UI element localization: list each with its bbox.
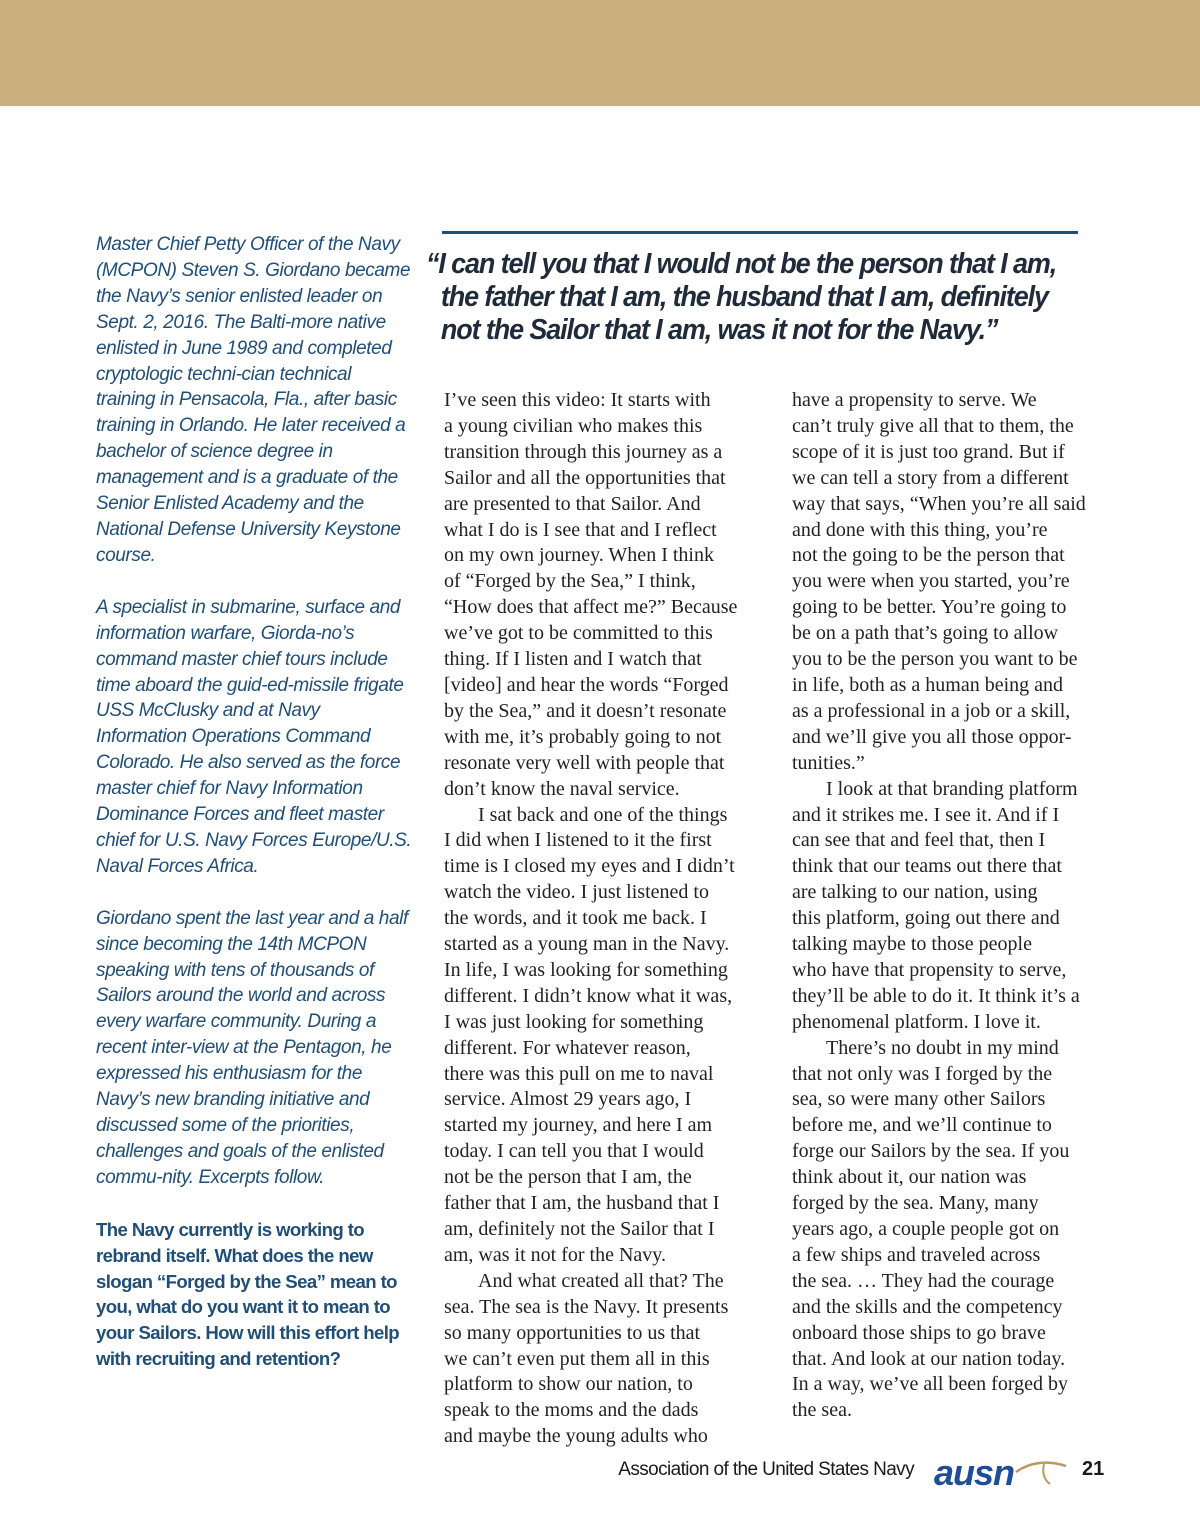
article-line: resonate very well with people that [444, 751, 725, 774]
article-line: onboard those ships to go brave [792, 1321, 1046, 1344]
article-line: sea. The sea is the Navy. It presents [444, 1295, 729, 1318]
article-line: don’t know the naval service. [444, 777, 680, 800]
top-decorative-band [0, 0, 1200, 106]
article-line: am, was it not for the Navy. [444, 1243, 666, 1266]
article-line: different. For whatever reason, [444, 1036, 691, 1059]
article-line: with me, it’s probably going to not [444, 725, 722, 748]
article-line: the words, and it took me back. I [444, 907, 707, 930]
article-line: can’t truly give all that to them, the [792, 414, 1074, 437]
article-line: are talking to our nation, using [792, 881, 1038, 904]
article-line: think about it, our nation was [792, 1166, 1027, 1189]
bio-paragraph-1: Master Chief Petty Officer of the Navy (MCPON) Steven S. Giordano became the Navy’s senior enlisted leader on Sept. 2, 2016. The Balti-more native enlisted in June 1989 and completed cryptologic techni-cian technical training in Pensacola, Fla., after basic training in Orlando. He later received a bachelor of science degree in management and is a graduate of the Senior Enlisted Academy and the National Defense University Keystone course. [96, 234, 411, 566]
article-line: and it strikes me. I see it. And if I [792, 803, 1060, 826]
article-line: sea, so were many other Sailors [792, 1088, 1046, 1111]
article-line: service. Almost 29 years ago, I [444, 1088, 692, 1111]
article-line: this platform, going out there and [792, 907, 1060, 930]
article-line: scope of it is just too grand. But if [792, 440, 1065, 463]
article-line: tunities.” [792, 751, 865, 774]
pull-quote-line: “I can tell you that I would not be the person that I am, [426, 248, 1057, 280]
article-line: on my own journey. When I think [444, 544, 714, 567]
article-line: forged by the sea. Many, many [792, 1192, 1039, 1215]
article-line: started as a young man in the Navy. [444, 933, 730, 956]
article-line: father that I am, the husband that I [444, 1192, 720, 1215]
article-column-2 [792, 388, 1112, 1424]
article-line: There’s no doubt in my mind [826, 1036, 1059, 1059]
article-line: you were when you started, you’re [792, 570, 1070, 593]
article-line: we can’t even put them all in this [444, 1347, 710, 1370]
interview-question: The Navy currently is working to rebrand itself. What does the new slogan “Forged by the Sea” mean to you, what do you want it to mean to your Sailors. How will this effort help with recruiting and retention? [96, 1218, 400, 1370]
article-line: think that our teams out there that [792, 855, 1062, 878]
article-line: watch the video. I just listened to [444, 881, 709, 904]
article-line: transition through this journey as a [444, 440, 723, 463]
article-line: platform to show our nation, to [444, 1373, 693, 1396]
article-line: phenomenal platform. I love it. [792, 1010, 1041, 1033]
bio-paragraph-3: Giordano spent the last year and a half since becoming the 14th MCPON speaking with tens of thousands of Sailors around the world and across every warfare community. During a recent inter-view at the Pentagon, he expressed his enthusiasm for the Navy’s new branding initiative and discussed some of the priorities, challenges and goals of the enlisted commu-nity. Excerpts follow. [96, 907, 408, 1188]
article-line: years ago, a couple people got on [792, 1218, 1060, 1240]
sidebar-bio [96, 232, 412, 1372]
article-line: I sat back and one of the things [478, 803, 728, 826]
article-line: I’ve seen this video: It starts with [444, 389, 711, 411]
article-line: a few ships and traveled across [792, 1243, 1041, 1266]
pull-quote-line: the father that I am, the husband that I am, definitely [440, 281, 1048, 313]
article-line: can see that and feel that, then I [792, 829, 1046, 852]
pull-quote [426, 248, 1058, 347]
article-line: “How does that affect me?” Because [444, 596, 738, 619]
article-line: I did when I listened to it the first [444, 829, 712, 852]
article-line: you to be the person you want to be [792, 648, 1078, 671]
article-line: [video] and hear the words “Forged [444, 673, 729, 696]
article-line: not the going to be the person that [792, 544, 1065, 567]
article-line: and we’ll give you all those oppor- [792, 725, 1072, 748]
article-line: we’ve got to be committed to this [444, 622, 713, 645]
article-line: forge our Sailors by the sea. If you [792, 1140, 1070, 1163]
article-line: way that says, “When you’re all said [792, 492, 1086, 515]
article-line: And what created all that? The [478, 1269, 724, 1292]
article-line: be on a path that’s going to allow [792, 622, 1059, 645]
article-line: that not only was I forged by the [792, 1062, 1053, 1085]
article-line: started my journey, and here I am [444, 1114, 713, 1137]
article-line: there was this pull on me to naval [444, 1062, 714, 1085]
pull-quote-line: not the Sailor that I am, was it not for the Navy.” [440, 314, 998, 346]
article-line: that. And look at our nation today. [792, 1347, 1066, 1370]
article-line: am, definitely not the Sailor that I [444, 1218, 715, 1240]
article-line: as a professional in a job or a skill, [792, 699, 1071, 722]
article-line: In a way, we’ve all been forged by [792, 1373, 1068, 1396]
article-line: are presented to that Sailor. And [444, 492, 701, 515]
article-line: Sailor and all the opportunities that [444, 466, 726, 489]
article-line: and maybe the young adults who [444, 1425, 708, 1448]
logo-swoosh-icon [1014, 1458, 1068, 1488]
article-line: In life, I was looking for something [444, 958, 728, 981]
footer-organization: Association of the United States Navy [618, 1459, 914, 1480]
article-line: who have that propensity to serve, [792, 958, 1067, 981]
article-line: we can tell a story from a different [792, 466, 1069, 489]
article-line: the sea. [792, 1399, 852, 1422]
article-line: in life, both as a human being and [792, 673, 1064, 696]
article-line: not be the person that I am, the [444, 1166, 692, 1189]
article-line: I was just looking for something [444, 1010, 704, 1033]
article-line: before me, and we’ll continue to [792, 1114, 1052, 1137]
article-column-1 [444, 388, 764, 1450]
article-line: today. I can tell you that I would [444, 1140, 704, 1163]
article-line: and done with this thing, you’re [792, 518, 1048, 541]
article-line: I look at that branding platform [826, 777, 1078, 800]
article-line: by the Sea,” and it doesn’t resonate [444, 699, 727, 722]
article-line: time is I closed my eyes and I didn’t [444, 855, 735, 878]
page-number: 21 [1082, 1458, 1105, 1480]
article-line: have a propensity to serve. We [792, 389, 1037, 411]
article-line: what I do is I see that and I reflect [444, 518, 717, 541]
article-line: they’ll be able to do it. It think it’s a [792, 984, 1080, 1007]
ausn-logo: ausn [934, 1452, 1015, 1493]
article-line: of “Forged by the Sea,” I think, [444, 570, 696, 593]
article-line: speak to the moms and the dads [444, 1399, 699, 1422]
article-line: a young civilian who makes this [444, 414, 703, 437]
article-line: talking maybe to those people [792, 933, 1032, 956]
article-line: so many opportunities to us that [444, 1321, 701, 1344]
article-line: going to be better. You’re going to [792, 596, 1067, 619]
article-line: the sea. … They had the courage [792, 1269, 1055, 1292]
pull-quote-rule [442, 231, 1078, 234]
page-footer [600, 1452, 1120, 1492]
article-line: and the skills and the competency [792, 1295, 1063, 1318]
bio-paragraph-2: A specialist in submarine, surface and information warfare, Giorda-no’s command master chief tours include time aboard the guid-ed-missile frigate USS McClusky and at Navy Information Operations Command Colorado. He also served as the force master chief for Navy Information Dominance Forces and fleet master chief for U.S. Navy Forces Europe/U.S. Naval Forces Africa. [96, 596, 412, 877]
article-line: thing. If I listen and I watch that [444, 648, 702, 671]
article-line: different. I didn’t know what it was, [444, 984, 733, 1007]
